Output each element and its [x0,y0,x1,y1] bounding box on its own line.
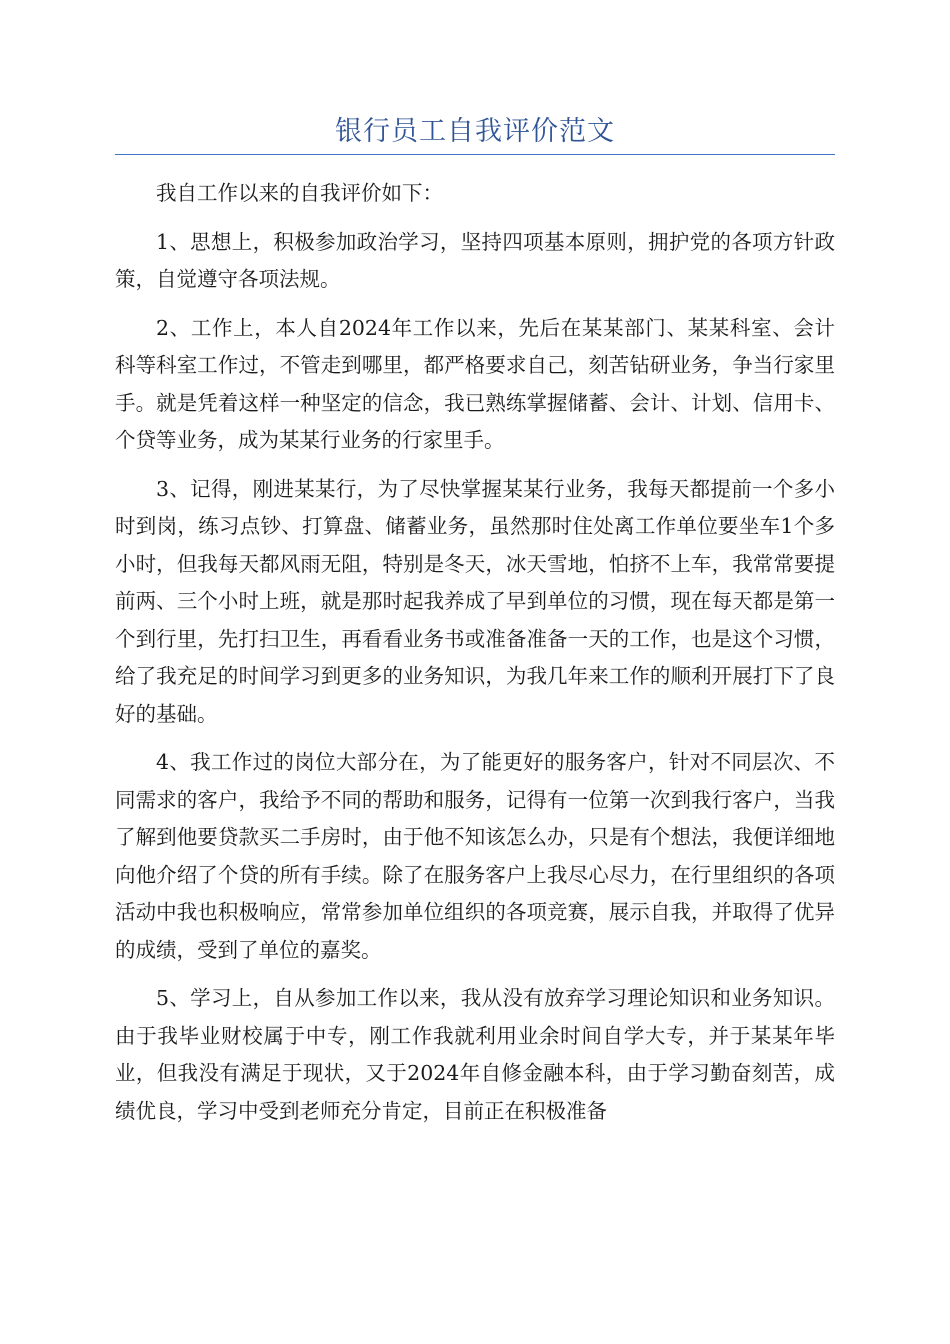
paragraph-item-5: 5、学习上，自从参加工作以来，我从没有放弃学习理论知识和业务知识。由于我毕业财校属于中专，刚工作我就利用业余时间自学大专，并于某某年毕业，但我没有满足于现状，又于2024年自修金融本科，由于学习勤奋刻苦，成绩优良，学习中受到老师充分肯定，目前正在积极准备 [115,986,835,1123]
paragraph-item-2: 2、工作上，本人自2024年工作以来，先后在某某部门、某某科室、会计科等科室工作过，不管走到哪里，都严格要求自己，刻苦钻研业务，争当行家里手。就是凭着这样一种坚定的信念，我已熟练掌握储蓄、会计、计划、信用卡、个贷等业务，成为某某行业务的行家里手。 [115,315,835,452]
paragraph-item-4: 4、我工作过的岗位大部分在，为了能更好的服务客户，针对不同层次、不同需求的客户，我给予不同的帮助和服务，记得有一位第一次到我行客户，当我了解到他要贷款买二手房时，由于他不知该怎么办，只是有个想法，我便详细地向他介绍了个贷的所有手续。除了在服务客户上我尽心尽力，在行里组织的各项活动中我也积极响应，常常参加单位组织的各项竞赛，展示自我，并取得了优异的成绩，受到了单位的嘉奖。 [115,750,835,962]
document-body [115,175,835,1141]
paragraph-intro: 我自工作以来的自我评价如下： [156,181,443,205]
paragraph-item-1: 1、思想上，积极参加政治学习，坚持四项基本原则，拥护党的各项方针政策，自觉遵守各项法规。 [115,229,835,291]
document-title: 银行员工自我评价范文 [335,116,615,147]
paragraph-item-3: 3、记得，刚进某某行，为了尽快掌握某某行业务，我每天都提前一个多小时到岗，练习点钞、打算盘、储蓄业务，虽然那时住处离工作单位要坐车1个多小时，但我每天都风雨无阻，特别是冬天，冰天雪地，怕挤不上车，我常常要提前两、三个小时上班，就是那时起我养成了早到单位的习惯，现在每天都是第一个到行里，先打扫卫生，再看看业务书或准备准备一天的工作，也是这个习惯，给了我充足的时间学习到更多的业务知识，为我几年来工作的顺利开展打下了良好的基础。 [115,476,835,726]
title-underline-rule [115,154,835,155]
